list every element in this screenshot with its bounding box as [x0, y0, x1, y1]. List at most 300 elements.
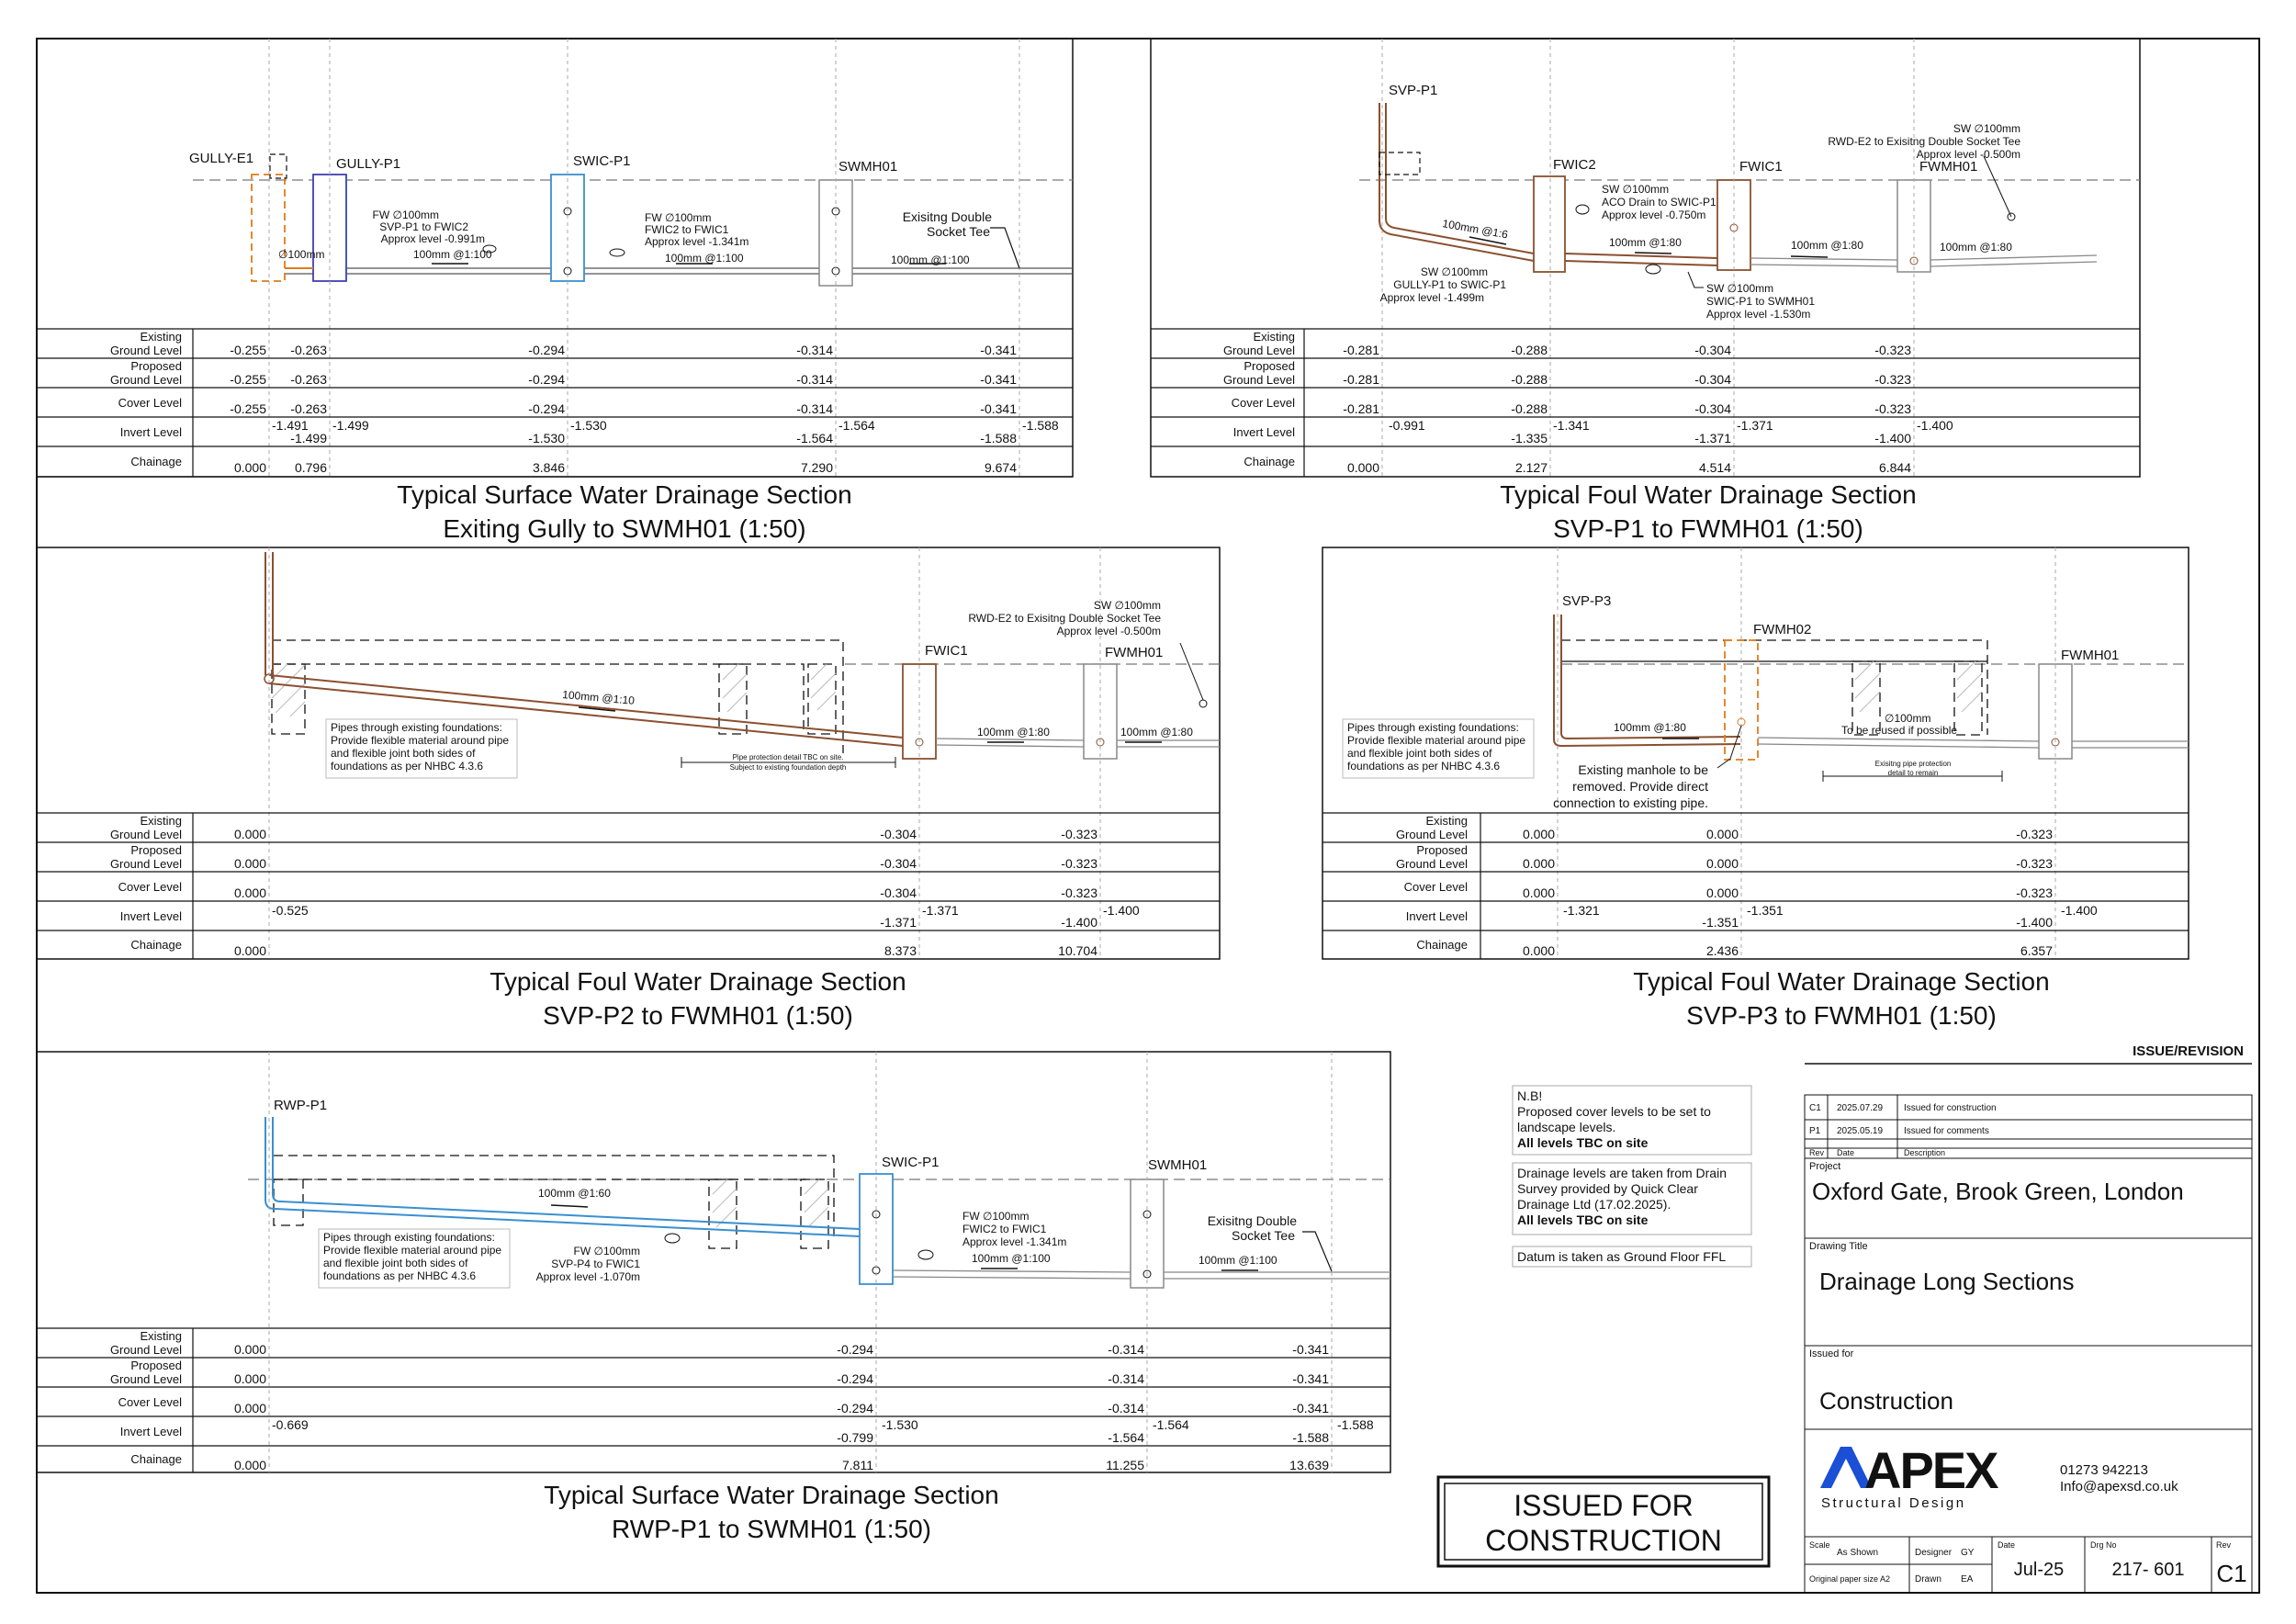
level-cell: 6.357 [2020, 943, 2053, 958]
section-2-title [1451, 478, 1965, 546]
section-3-title [441, 964, 955, 1032]
pipe-grad: 100mm @1:100 [1199, 1254, 1277, 1267]
level-cell: -1.351 [1747, 903, 1784, 918]
level-cell: 0.000 [1522, 856, 1555, 871]
row-label: Existing [1253, 330, 1295, 344]
note: foundations as per NHBC 4.3.6 [331, 760, 484, 773]
rev-label: Rev [2216, 1540, 2232, 1550]
level-cell: -0.304 [880, 856, 917, 871]
row-label: Chainage [130, 1452, 182, 1466]
row-label: Existing [140, 1329, 182, 1343]
note-fw2-b: FWIC2 to FWIC1 [645, 223, 729, 236]
level-cell: -0.341 [980, 343, 1017, 357]
section-foul-svp-p1-fwmh01 [1151, 39, 2140, 477]
level-cell: -1.564 [1108, 1430, 1144, 1445]
issued-for-label: Issued for [1809, 1348, 1854, 1359]
note: removed. Provide direct [1572, 779, 1708, 794]
level-cell: -0.341 [980, 372, 1017, 387]
drawing-title-label: Drawing Title [1809, 1241, 1868, 1252]
level-cell: 0.000 [1522, 827, 1555, 841]
row-label: Invert Level [1232, 425, 1295, 439]
level-cell: -0.669 [272, 1417, 309, 1432]
level-cell: -0.323 [2016, 856, 2053, 871]
apex-logo [1820, 1441, 1998, 1511]
designer-label: Designer [1915, 1548, 1953, 1558]
note: SWIC-P1 to SWMH01 [1706, 295, 1816, 308]
note: foundations as per NHBC 4.3.6 [1347, 760, 1501, 773]
label-gully-e1: GULLY-E1 [189, 151, 254, 166]
crossing-pipe [1199, 700, 1207, 707]
pipe-grad: 100mm @1:80 [1609, 236, 1682, 249]
foundation-hatch [713, 1179, 828, 1227]
row-label: Chainage [130, 938, 182, 952]
level-cell: -0.294 [837, 1342, 873, 1357]
level-cell: 0.000 [233, 856, 266, 871]
pipe-grad: 100mm @1:10 [561, 688, 636, 707]
level-cell: -0.281 [1343, 372, 1379, 387]
note: landscape levels. [1517, 1120, 1616, 1134]
note: To be reused if possible [1841, 724, 1958, 737]
level-cell: -0.255 [230, 372, 266, 387]
note: and flexible joint both sides of [1347, 747, 1492, 760]
logo-subtitle: Structural Design [1821, 1495, 1966, 1511]
level-cell: -0.323 [1874, 401, 1911, 416]
row-label: Cover Level [1231, 396, 1295, 410]
level-cell: -1.499 [290, 431, 327, 445]
stamp-line-2: CONSTRUCTION [1485, 1524, 1722, 1557]
pipe-grad: 100mm @1:80 [1791, 239, 1863, 252]
rev-cell: 2025.05.19 [1837, 1126, 1884, 1136]
row-label: Existing [1425, 814, 1468, 828]
level-cell: -1.371 [922, 903, 959, 918]
pipe-grad: 100mm @1:80 [1120, 726, 1193, 739]
row-label: Ground Level [109, 344, 182, 357]
title-line: SVP-P1 to FWMH01 (1:50) [1553, 514, 1863, 543]
row-label: Proposed [1244, 359, 1295, 373]
note: Approx level -1.499m [1379, 291, 1484, 304]
level-cell: -0.314 [1108, 1401, 1144, 1415]
level-cell: 13.639 [1289, 1458, 1329, 1472]
level-cell: 8.373 [884, 943, 917, 958]
note: Approx level -1.341m [962, 1235, 1067, 1248]
note: Exisitng Double [1207, 1213, 1297, 1228]
title-line: Typical Surface Water Drainage Section [397, 480, 852, 509]
level-cell: 0.000 [233, 1458, 266, 1472]
level-cell: -1.371 [880, 915, 917, 930]
pipe [1930, 262, 2097, 266]
section-surface-rwp-p1-swmh01 [37, 1052, 1390, 1472]
note-fw2-c: Approx level -1.341m [645, 235, 749, 248]
note: Proposed cover levels to be set to [1517, 1104, 1711, 1119]
row-label: Ground Level [109, 1372, 182, 1386]
note: Pipes through existing foundations: [1347, 721, 1519, 734]
pipe [936, 745, 1084, 747]
pipe-grad: 100mm @1:100 [972, 1252, 1051, 1265]
swmh01 [1131, 1179, 1164, 1288]
rev-cell: Issued for comments [1904, 1126, 1989, 1136]
level-cell: 11.255 [1106, 1458, 1144, 1472]
level-cell: -0.281 [1343, 343, 1379, 357]
section-foul-svp-p3-fwmh01 [1322, 547, 2189, 959]
row-label: Proposed [130, 359, 182, 373]
rev-cell: P1 [1809, 1126, 1821, 1136]
gully-p1 [313, 175, 346, 281]
level-cell: 0.000 [1705, 885, 1739, 900]
project-label: Project [1809, 1161, 1841, 1172]
title-block [1805, 1043, 2252, 1593]
pipe [893, 1270, 1131, 1272]
level-cell: -1.400 [1103, 903, 1140, 918]
leader [1180, 643, 1203, 700]
level-cell: -1.341 [1553, 418, 1590, 433]
pipe-dia-label: ∅100mm [278, 248, 325, 261]
title-line: SVP-P3 to FWMH01 (1:50) [1686, 1001, 1997, 1030]
level-cell: -1.400 [1917, 418, 1953, 433]
pipe-grad: 100mm @1:80 [977, 726, 1050, 739]
note: Approx level -1.070m [535, 1270, 640, 1283]
level-cell: -0.304 [1694, 372, 1731, 387]
note: Provide flexible material around pipe [323, 1244, 502, 1257]
crossing-pipe [1576, 205, 1589, 214]
level-cell: 7.290 [800, 460, 833, 475]
row-label: Ground Level [109, 373, 182, 387]
row-label: Chainage [130, 455, 182, 468]
crossing-pipe [1646, 265, 1660, 274]
level-cell: 3.846 [532, 460, 565, 475]
title-line: SVP-P2 to FWMH01 (1:50) [543, 1001, 853, 1030]
note-fw1-b: SVP-P1 to FWIC2 [379, 220, 468, 233]
level-cell: -0.525 [272, 903, 309, 918]
note: SW ∅100mm [1953, 122, 2020, 135]
title-line: Typical Foul Water Drainage Section [490, 967, 906, 996]
note: RWD-E2 to Exisitng Double Socket Tee [1828, 135, 2020, 148]
drawing-title: Drainage Long Sections [1819, 1268, 2075, 1295]
pipe [1930, 255, 2097, 260]
level-cell: -1.588 [1292, 1430, 1329, 1445]
row-label: Invert Level [119, 909, 182, 923]
level-cell: -0.314 [796, 372, 833, 387]
level-cell: -1.321 [1563, 903, 1600, 918]
label-gully-p1: GULLY-P1 [336, 156, 401, 172]
level-cell: 0.000 [1522, 885, 1555, 900]
rev-header: Date [1837, 1148, 1855, 1157]
note: Pipes through existing foundations: [331, 721, 502, 734]
pipe-grad-1: 100mm @1:100 [413, 248, 492, 261]
email: Info@apexsd.co.uk [2060, 1479, 2178, 1494]
level-cell: -0.323 [2016, 827, 2053, 841]
rev-cell: Issued for construction [1904, 1103, 1997, 1113]
row-label: Invert Level [119, 1425, 182, 1438]
note: Drainage Ltd (17.02.2025). [1517, 1197, 1671, 1212]
level-cell: -0.255 [230, 343, 266, 357]
level-cell: 6.844 [1878, 460, 1911, 475]
level-cell: -0.263 [290, 343, 327, 357]
date-label: Date [1998, 1540, 2016, 1550]
section-1-title [340, 478, 909, 546]
leader [1984, 156, 2011, 217]
level-cell: -1.335 [1511, 431, 1548, 445]
note: Exisitng pipe protection [1874, 760, 1952, 768]
row-label: Ground Level [1222, 373, 1295, 387]
crossing-pipe [665, 1234, 680, 1243]
title-line: Typical Foul Water Drainage Section [1633, 967, 2050, 996]
level-cell: -0.255 [230, 401, 266, 416]
note: Approx level -0.750m [1602, 209, 1706, 221]
level-cell: -0.341 [1292, 1371, 1329, 1386]
level-cell: -0.304 [1694, 343, 1731, 357]
level-cell: 2.127 [1514, 460, 1548, 475]
note: Subject to existing foundation depth [729, 763, 847, 772]
label-svp-p1: SVP-P1 [1389, 83, 1438, 98]
issued-for: Construction [1819, 1387, 1953, 1415]
section-4-title [1584, 964, 2099, 1032]
foundation-hatch [272, 664, 836, 716]
level-cell: -0.281 [1343, 401, 1379, 416]
level-cell: -0.341 [1292, 1401, 1329, 1415]
note: Datum is taken as Ground Floor FFL [1517, 1249, 1727, 1264]
note: FWIC2 to FWIC1 [962, 1223, 1047, 1235]
note: SW ∅100mm [1706, 282, 1774, 295]
level-cell: 2.436 [1705, 943, 1739, 958]
level-cell: -1.371 [1694, 431, 1731, 445]
section-2-frame [1151, 39, 2140, 477]
note: FW ∅100mm [962, 1210, 1030, 1223]
note: Survey provided by Quick Clear [1517, 1181, 1698, 1196]
svp-p1-pipe-outer [1379, 103, 1534, 261]
issue-revision-heading: ISSUE/REVISION [2133, 1043, 2244, 1059]
note: Existing manhole to be [1578, 762, 1708, 777]
pipe-grad: 100mm @1:80 [1614, 721, 1686, 734]
note: and flexible joint both sides of [323, 1257, 468, 1269]
note: SW ∅100mm [1602, 183, 1670, 196]
drawn-label: Drawn [1915, 1574, 1941, 1585]
note: Provide flexible material around pipe [1347, 734, 1526, 747]
note: detail to remain [1887, 769, 1939, 777]
section-5-title [487, 1478, 1056, 1546]
level-cell: -0.799 [837, 1430, 873, 1445]
pipe-grad-3: 100mm @1:100 [891, 254, 970, 266]
leader [1717, 726, 1741, 768]
pipe-grad: 100mm @1:6 [1441, 217, 1510, 242]
note: connection to existing pipe. [1553, 795, 1708, 810]
level-cell: 0.000 [1346, 460, 1379, 475]
level-cell: -0.323 [1061, 827, 1097, 841]
row-label: Invert Level [1405, 909, 1468, 923]
note: Approx level -1.530m [1706, 308, 1811, 321]
level-cell: -0.294 [528, 401, 565, 416]
note-fw2-a: FW ∅100mm [645, 211, 712, 224]
scale-label: Scale [1809, 1540, 1830, 1550]
note: SW ∅100mm [1093, 599, 1161, 612]
level-cell: 10.704 [1058, 943, 1097, 958]
level-cell: -0.323 [1874, 343, 1911, 357]
level-cell: -0.263 [290, 372, 327, 387]
level-cell: -1.400 [1874, 431, 1911, 445]
label-swic-p1: SWIC-P1 [573, 153, 631, 169]
pipe-grad: 100mm @1:80 [1940, 241, 2012, 254]
title-line: Exiting Gully to SWMH01 (1:50) [443, 514, 806, 543]
rev-header: Description [1904, 1148, 1946, 1157]
label-fwmh02: FWMH02 [1753, 622, 1812, 637]
note: SW ∅100mm [1420, 265, 1488, 278]
row-label: Chainage [1244, 455, 1295, 468]
paper-size: Original paper size A2 [1809, 1574, 1891, 1584]
level-cell: -0.323 [2016, 885, 2053, 900]
general-notes [1513, 1086, 1751, 1267]
logo-text: APEX [1864, 1441, 1998, 1499]
swic-p1 [551, 175, 584, 281]
pipe [893, 1277, 1131, 1279]
drawn-value: EA [1961, 1574, 1974, 1585]
level-cell: -0.288 [1511, 372, 1548, 387]
row-label: Proposed [130, 843, 182, 857]
label-fwic2: FWIC2 [1553, 157, 1596, 173]
tee-leader [990, 228, 1019, 268]
stamp-line-1: ISSUED FOR [1514, 1489, 1694, 1522]
level-cell: -0.288 [1511, 401, 1548, 416]
level-cell: -0.341 [1292, 1342, 1329, 1357]
level-cell: -1.564 [1153, 1417, 1189, 1432]
note: All levels TBC on site [1517, 1212, 1649, 1227]
row-label: Ground Level [1222, 344, 1295, 357]
note: All levels TBC on site [1517, 1135, 1649, 1150]
label-swmh01: SWMH01 [838, 159, 898, 175]
label-fwmh01: FWMH01 [1919, 159, 1978, 175]
note-fw1-c: Approx level -0.991m [380, 232, 485, 245]
level-cell: -1.530 [882, 1417, 918, 1432]
row-label: Proposed [1416, 843, 1468, 857]
note: FW ∅100mm [573, 1245, 640, 1257]
level-cell: -1.564 [796, 431, 833, 445]
level-cell: 0.000 [233, 1342, 266, 1357]
note: Approx level -0.500m [1056, 625, 1161, 637]
note: SVP-P4 to FWIC1 [551, 1257, 640, 1270]
note: RWD-E2 to Exisitng Double Socket Tee [968, 612, 1161, 625]
issued-for-construction-stamp [1438, 1477, 1769, 1566]
note-fw1-a: FW ∅100mm [372, 209, 439, 221]
note: ACO Drain to SWIC-P1 [1602, 196, 1716, 209]
level-cell: -0.294 [528, 343, 565, 357]
note: Drainage levels are taken from Drain [1517, 1166, 1727, 1180]
label-svp-p3: SVP-P3 [1562, 593, 1612, 609]
label-rwp-p1: RWP-P1 [274, 1098, 328, 1113]
level-cell: -1.588 [980, 431, 1017, 445]
tee-leader [1302, 1232, 1332, 1271]
level-cell: -0.294 [528, 372, 565, 387]
label-fwmh01: FWMH01 [1105, 645, 1164, 660]
level-cell: -0.304 [1694, 401, 1731, 416]
note: GULLY-P1 to SWIC-P1 [1393, 278, 1506, 291]
rev-cell: C1 [1809, 1103, 1821, 1113]
row-label: Ground Level [109, 857, 182, 871]
foundation-hatch [1855, 661, 1982, 712]
leader [1688, 272, 1704, 288]
pipe [1758, 738, 2039, 741]
gully-e1 [252, 175, 285, 281]
row-label: Proposed [130, 1359, 182, 1372]
level-cell: -0.294 [837, 1401, 873, 1415]
level-cell: 0.000 [1705, 856, 1739, 871]
row-label: Ground Level [109, 1343, 182, 1357]
level-cell: -0.341 [980, 401, 1017, 416]
row-label: Invert Level [119, 425, 182, 439]
level-cell: -0.294 [837, 1371, 873, 1386]
note-tee-a: Exisitng Double [902, 209, 992, 224]
row-label: Cover Level [118, 880, 182, 894]
level-cell: -0.323 [1061, 856, 1097, 871]
date-value: Jul-25 [2013, 1560, 2065, 1580]
pipe-grad-2: 100mm @1:100 [665, 252, 744, 265]
level-cell: 0.000 [233, 943, 266, 958]
level-cell: -0.323 [1061, 885, 1097, 900]
pipe [936, 739, 1084, 740]
level-cell: -0.314 [1108, 1371, 1144, 1386]
pipe-grad: 100mm @1:60 [538, 1187, 611, 1200]
level-cell: -1.530 [570, 418, 607, 433]
row-label: Existing [140, 814, 182, 828]
level-cell: 4.514 [1698, 460, 1731, 475]
rev-cell: 2025.07.29 [1837, 1103, 1884, 1113]
level-cell: 0.000 [233, 460, 266, 475]
level-cell: -1.588 [1337, 1417, 1374, 1432]
title-line: Typical Foul Water Drainage Section [1500, 480, 1917, 509]
level-cell: -1.588 [1022, 418, 1059, 433]
level-cell: -0.314 [796, 401, 833, 416]
row-label: Cover Level [118, 396, 182, 410]
rev-value: C1 [2216, 1560, 2247, 1587]
level-cell: -1.530 [528, 431, 565, 445]
crossing-pipe-2 [610, 249, 625, 256]
drg-no-label: Drg No [2090, 1540, 2117, 1550]
level-cell: -0.323 [1874, 372, 1911, 387]
phone: 01273 942213 [2060, 1462, 2148, 1478]
pipe [1565, 254, 1717, 258]
level-cell: -1.491 [272, 418, 309, 433]
project-name: Oxford Gate, Brook Green, London [1812, 1178, 2184, 1205]
level-cell: -1.400 [2061, 903, 2098, 918]
level-cell: -1.371 [1737, 418, 1773, 433]
rwp-p1-pipe-outer [265, 1117, 860, 1236]
level-cell: -1.564 [838, 418, 875, 433]
level-cell: -0.314 [1108, 1342, 1144, 1357]
title-line: Typical Surface Water Drainage Section [544, 1481, 999, 1509]
designer-value: GY [1961, 1548, 1975, 1558]
pipe [1565, 261, 1717, 265]
level-cell: 7.811 [842, 1458, 873, 1472]
row-label: Ground Level [1395, 828, 1468, 841]
label-swmh01: SWMH01 [1148, 1157, 1208, 1173]
level-cell: -1.400 [1061, 915, 1097, 930]
rev-header: Rev [1809, 1148, 1825, 1157]
note: Approx level -0.500m [1916, 148, 2020, 161]
title-line: RWP-P1 to SWMH01 (1:50) [611, 1515, 932, 1543]
pipe [1758, 744, 2039, 748]
note: foundations as per NHBC 4.3.6 [323, 1269, 477, 1282]
fwic2 [1534, 176, 1565, 272]
note-tee-b: Socket Tee [926, 224, 990, 239]
row-label: Cover Level [118, 1395, 182, 1409]
level-cell: 0.000 [233, 1401, 266, 1415]
level-cell: 0.000 [233, 827, 266, 841]
level-cell: -1.499 [332, 418, 369, 433]
note: Provide flexible material around pipe [331, 734, 510, 747]
crossing-pipe [918, 1250, 933, 1259]
level-cell: 0.000 [1522, 943, 1555, 958]
level-cell: -1.351 [1702, 915, 1739, 930]
level-cell: 9.674 [984, 460, 1017, 475]
note: ∅100mm [1885, 712, 1931, 725]
level-cell: -0.314 [796, 343, 833, 357]
